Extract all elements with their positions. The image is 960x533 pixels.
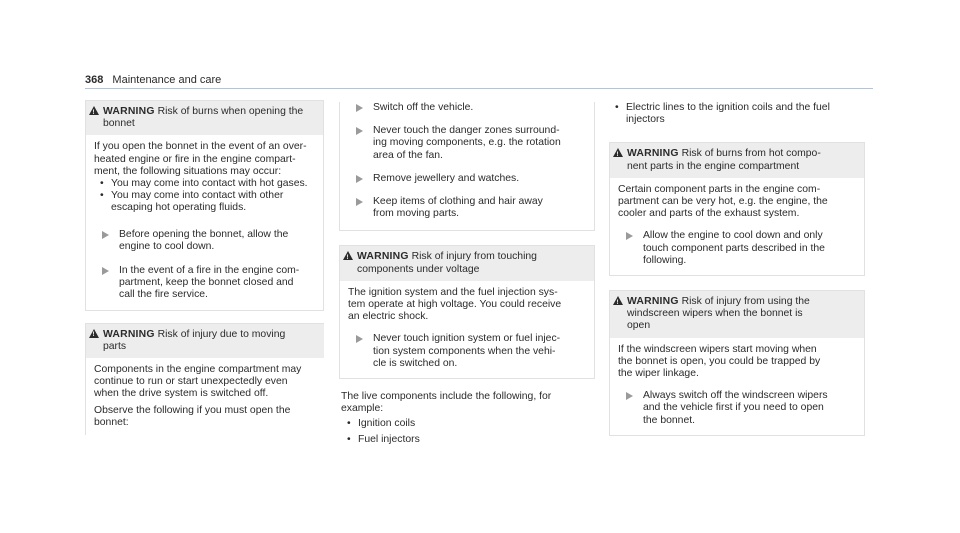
warning-label: WARNING [627, 296, 679, 308]
text-line: Allow the engine to cool down and only [643, 230, 823, 242]
step-item [348, 102, 586, 114]
warning-burns-bonnet [85, 100, 324, 311]
warning-label: WARNING [103, 328, 155, 340]
text-line: when the drive system is switched off. [94, 388, 269, 400]
warning-hot-components [609, 142, 865, 276]
text-line: If the windscreen wipers start moving when [618, 343, 817, 355]
live-components [339, 391, 595, 446]
warning-wipers [609, 290, 865, 436]
arrow-icon [356, 335, 363, 343]
text-line: call the fire service. [119, 289, 208, 301]
text-line: engine to cool down. [119, 240, 215, 252]
warning-title-cont: bonnet [103, 118, 135, 130]
text-line: the bonnet. [643, 414, 695, 426]
text-line: from moving parts. [373, 208, 460, 220]
text-line: Components in the engine compartment may [94, 364, 302, 376]
text-line: following. [643, 254, 687, 266]
step-item [618, 390, 856, 427]
text-line: the bonnet is open, you could be trapped by [618, 355, 821, 367]
step-item [348, 333, 586, 370]
text-line: Observe the following if you must open the [94, 404, 291, 416]
step-item [618, 230, 856, 267]
warning-body [340, 281, 594, 378]
text-line: Switch off the vehicle. [373, 102, 474, 113]
bullet-item [341, 418, 595, 430]
page-number: 368 [85, 74, 104, 86]
text-line: Remove jewellery and watches. [373, 172, 520, 184]
text-line: partment, keep the bonnet closed and [119, 277, 294, 289]
warning-title-cont: windscreen wipers when the bonnet is [627, 308, 803, 320]
warning-header [610, 291, 864, 338]
warning-moving-parts-steps [339, 102, 595, 231]
bullet-item [609, 102, 865, 126]
warning-moving-parts [85, 323, 324, 435]
text-line: touch component parts described in the [643, 242, 825, 254]
text-line: • Fuel injectors [358, 433, 420, 445]
warning-title-cont: parts [103, 340, 127, 352]
text-line: Always switch off the windscreen wipers [643, 390, 828, 402]
warning-header [86, 101, 323, 135]
text-line: bonnet: [94, 416, 129, 428]
warning-title: Risk of burns when opening the [157, 106, 304, 117]
text-line: • You may come into contact with hot gases. [111, 178, 308, 190]
step-item [348, 196, 586, 220]
text-line: and the vehicle first if you need to open [643, 402, 824, 414]
step-item [348, 125, 586, 162]
text-line: heated engine or fire in the engine compart- [94, 153, 296, 165]
column-2 [339, 100, 595, 446]
text-line: Certain component parts in the engine com- [618, 183, 821, 195]
text-line: escaping hot operating fluids. [111, 202, 247, 214]
warning-title: Risk of injury from using the [681, 296, 810, 308]
text-line: The ignition system and the fuel injection sys- [348, 286, 558, 298]
text-line: cooler and parts of the exhaust system. [618, 208, 800, 220]
text-line: ing moving components, e.g. the rotation [373, 137, 561, 149]
arrow-icon [356, 104, 363, 112]
text-line: • You may come into contact with other [111, 190, 284, 202]
warning-voltage [339, 245, 595, 379]
text-line: the wiper linkage. [618, 368, 699, 380]
text-line: In the event of a fire in the engine com- [119, 265, 300, 277]
column-1 [85, 100, 324, 435]
step-item [348, 173, 586, 185]
text-line: area of the fan. [373, 149, 443, 161]
arrow-icon [626, 232, 633, 240]
text-line: continue to run or start unexpectedly even [94, 376, 288, 388]
text-line: partment can be very hot, e.g. the engine, the [618, 196, 828, 208]
warning-title: Risk of injury due to moving [157, 328, 286, 340]
text-line: an electric shock. [348, 311, 429, 323]
arrow-icon [626, 392, 633, 400]
step-item [94, 229, 315, 253]
warning-label: WARNING [627, 148, 679, 160]
text-line: Never touch ignition system or fuel injec- [373, 333, 561, 345]
warning-title-cont: nent parts in the engine compartment [627, 160, 800, 172]
warning-title-cont: open [627, 320, 651, 332]
warning-label: WARNING [103, 106, 155, 117]
warning-header [610, 143, 864, 177]
step-item [94, 265, 315, 302]
text-line: tem operate at high voltage. You could receive [348, 299, 562, 311]
arrow-icon [356, 198, 363, 206]
bullet-item [341, 434, 595, 446]
warning-icon [613, 148, 623, 157]
warning-header [86, 324, 324, 358]
text-line: tion system components when the vehi- [373, 345, 556, 357]
arrow-icon [102, 267, 109, 275]
column-3 [609, 100, 865, 436]
text-line: Never touch the danger zones surround- [373, 125, 560, 137]
section-title: Maintenance and care [112, 74, 222, 86]
arrow-icon [356, 127, 363, 135]
text-line: The live components include the following, for [341, 391, 552, 403]
text-line: If you open the bonnet in the event of an over- [94, 141, 307, 153]
text-line: • Ignition coils [358, 418, 416, 430]
warning-title-cont: components under voltage [357, 263, 480, 275]
warning-icon [343, 251, 353, 260]
text-line: Keep items of clothing and hair away [373, 196, 543, 208]
warning-label: WARNING [357, 251, 409, 263]
warning-title: Risk of injury from touching [411, 251, 537, 263]
warning-icon [613, 296, 623, 305]
warning-body [610, 178, 864, 275]
warning-icon [89, 106, 99, 115]
warning-body [610, 338, 864, 435]
text-line: ment, the following situations may occur: [94, 165, 282, 177]
arrow-icon [356, 175, 363, 183]
page-header [85, 74, 221, 87]
warning-body [86, 358, 324, 435]
warning-icon [89, 329, 99, 338]
header-rule [85, 88, 873, 89]
warning-body [86, 135, 323, 309]
bullet-item [94, 190, 315, 214]
bullet-item [94, 178, 315, 190]
text-line: example: [341, 403, 384, 415]
text-line: injectors [626, 114, 665, 126]
warning-title: Risk of burns from hot compo- [681, 148, 821, 160]
text-line: Before opening the bonnet, allow the [119, 228, 289, 240]
text-line: • Electric lines to the ignition coils and the fuel [626, 102, 830, 113]
warning-header [340, 246, 594, 280]
arrow-icon [102, 231, 109, 239]
text-line: cle is switched on. [373, 357, 458, 369]
